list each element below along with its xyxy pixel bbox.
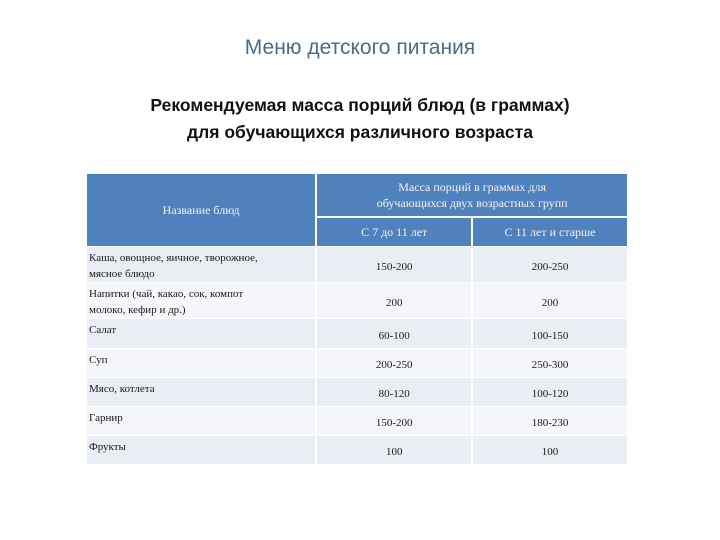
- slide-title: Меню детского питания: [244, 36, 476, 59]
- table-row: [87, 318, 627, 348]
- table-row: [87, 377, 627, 406]
- dish-name-line-1: Каша, овощное, яичное, творожное,: [89, 252, 258, 264]
- portion-age-7-11: 60-100: [317, 318, 473, 348]
- portion-age-11-plus: 100-150: [473, 318, 627, 348]
- dish-name-line-1: Суп: [89, 354, 108, 366]
- header-portion-group: [317, 174, 627, 218]
- portion-age-11-plus: 200-250: [473, 246, 627, 282]
- portion-age-7-11: 200: [317, 282, 473, 318]
- subtitle-line-1: Рекомендуемая масса порций блюд (в граммах): [150, 95, 570, 115]
- dish-name-line-1: Гарнир: [89, 412, 123, 424]
- subtitle-line-2: для обучающихся различного возраста: [187, 122, 533, 142]
- portion-age-7-11: 80-120: [317, 377, 473, 406]
- portion-table: [87, 174, 627, 464]
- portion-age-11-plus: 250-300: [473, 348, 627, 377]
- portion-age-11-plus: 200: [473, 282, 627, 318]
- slide-subtitle: [60, 92, 660, 146]
- dish-name-cell: [87, 406, 317, 435]
- dish-name-line-1: Напитки (чай, какао, сок, компот: [89, 288, 244, 300]
- header-group-line-1: Масса порций в граммах для: [398, 180, 547, 194]
- table-row: [87, 282, 627, 318]
- portion-age-11-plus: 100: [473, 435, 627, 464]
- table-row: [87, 406, 627, 435]
- table-row: [87, 246, 627, 282]
- header-age-11-plus: С 11 лет и старше: [473, 218, 627, 246]
- portion-age-7-11: 150-200: [317, 406, 473, 435]
- dish-name-line-1: Мясо, котлета: [89, 383, 155, 395]
- portion-age-7-11: 100: [317, 435, 473, 464]
- table-row: [87, 435, 627, 464]
- dish-name-line-2: молоко, кефир и др.): [89, 304, 186, 316]
- header-group-line-2: обучающихся двух возрастных групп: [376, 196, 568, 210]
- dish-name-cell: [87, 318, 317, 348]
- table-row: [87, 348, 627, 377]
- dish-name-line-1: Фрукты: [89, 441, 126, 453]
- portion-age-11-plus: 180-230: [473, 406, 627, 435]
- dish-name-cell: [87, 246, 317, 282]
- portion-age-11-plus: 100-120: [473, 377, 627, 406]
- dish-name-cell: [87, 377, 317, 406]
- header-age-7-11: С 7 до 11 лет: [317, 218, 473, 246]
- dish-name-cell: [87, 435, 317, 464]
- dish-name-cell: [87, 348, 317, 377]
- dish-name-line-2: мясное блюдо: [89, 268, 155, 280]
- portion-age-7-11: 200-250: [317, 348, 473, 377]
- portion-age-7-11: 150-200: [317, 246, 473, 282]
- header-dish-name: Название блюд: [87, 174, 317, 246]
- dish-name-line-1: Салат: [89, 324, 117, 336]
- dish-name-cell: [87, 282, 317, 318]
